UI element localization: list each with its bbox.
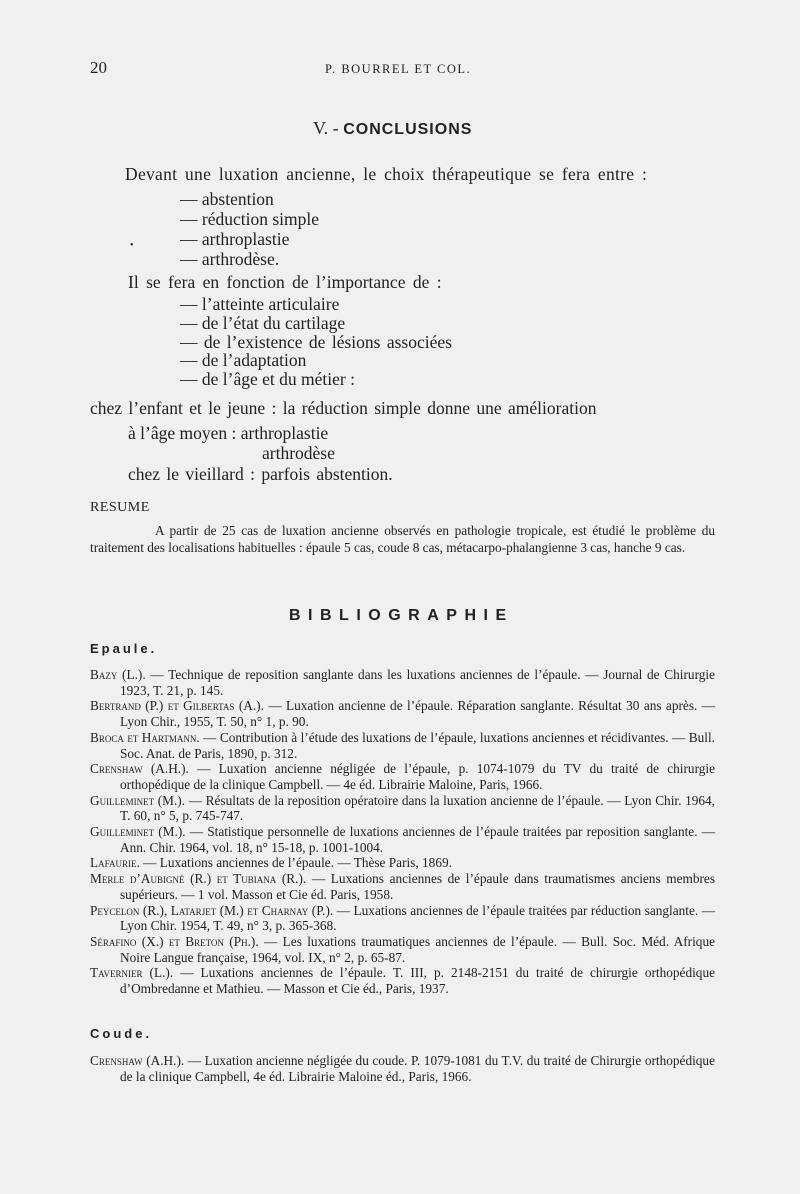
age-line: chez l’enfant et le jeune : la réduction simple donne une amélioration [90, 398, 597, 418]
criteria-item: — l’atteinte articulaire [180, 294, 340, 314]
section-number: V. - [313, 118, 339, 138]
reference-item [90, 871, 715, 902]
criteria-item: — de l’adaptation [180, 350, 307, 370]
criteria-item: — de l’existence de lésions associées [180, 332, 452, 352]
reference-text: — Luxations anciennes de l’épaule. T. III, p. 2148-2151 du traité de chirurgie orthopédique d’Ombredanne et Mathieu. — Masson et Cie éd., Paris, 1937. [120, 965, 715, 997]
reference-item [90, 903, 715, 934]
references-coude [90, 1053, 715, 1084]
reference-authors: Guilleminet (M.). [90, 824, 186, 840]
choice-item: — arthroplastie [180, 229, 290, 249]
choice-item: — arthrodèse. [180, 249, 280, 269]
criteria-item: — de l’état du cartilage [180, 313, 346, 333]
reference-authors: Merle d’Aubigné (R.) et Tubiana (R.). [90, 871, 307, 887]
reference-item [90, 793, 715, 824]
reference-text: — Luxations anciennes de l’épaule. — Thèse Paris, 1869. [143, 855, 452, 871]
reference-authors: Crenshaw (A.H.). [90, 1053, 185, 1068]
reference-item [90, 761, 715, 792]
subsection-coude: Coude. [90, 1026, 153, 1041]
reference-item [90, 1053, 715, 1084]
reference-authors: Bazy (L.). [90, 667, 146, 682]
reference-item [90, 965, 715, 996]
choice-item: — réduction simple [180, 209, 320, 229]
age-line: chez le vieillard : parfois abstention. [128, 464, 393, 484]
reference-item [90, 698, 715, 729]
conclusions-intro: Devant une luxation ancienne, le choix thérapeutique se fera entre : [125, 164, 648, 184]
reference-item [90, 730, 715, 761]
reference-text: — Technique de reposition sanglante dans les luxations anciennes de l’épaule. — Journal de Chirurgie 1923, T. 21, p. 145. [120, 667, 715, 698]
section-title [313, 118, 472, 139]
reference-authors: Crenshaw (A.H.). [90, 761, 189, 777]
running-head: P. BOURREL ET COL. [325, 62, 472, 76]
reference-text: — Les luxations traumatiques anciennes de l’épaule. — Bull. Soc. Méd. Afrique Noire Langue française, 1964, vol. IX, n° 2, p. 65-87. [120, 933, 715, 965]
reference-text: — Luxation ancienne négligée de l’épaule, p. 1074-1079 du TV du traité de chirurgie orthopédique de la clinique Campbell. — 4e éd. Librairie Maloine, Paris, 1966. [120, 761, 715, 792]
bullet-mark: • [130, 240, 134, 251]
reference-authors: Tavernier (L.). [90, 965, 174, 981]
section-heading: CONCLUSIONS [343, 121, 473, 138]
reference-text: — Luxation ancienne négligée du coude. P. 1079-1081 du T.V. du traité de Chirurgie orthopédique de la clinique Campbell, 4e éd. Librairie Maloine éd., Paris, 1966. [120, 1053, 715, 1084]
reference-authors: Peycelon (R.), Latarjet (M.) et Charnay (P.). [90, 902, 334, 918]
reference-text: — Contribution à l’étude des luxations de l’épaule, luxations anciennes et récidivantes. — Bull. Soc. Anat. de Paris, 1890, p. 312. [120, 729, 716, 761]
reference-authors: Bertrand (P.) et Gilbertas (A.). [90, 698, 264, 714]
resume-label: RESUME [90, 500, 150, 515]
page-number: 20 [90, 58, 107, 77]
criteria-item: — de l’âge et du métier : [180, 369, 355, 389]
criteria-intro: Il se fera en fonction de l’importance de : [128, 272, 442, 292]
reference-text: — Luxation ancienne de l’épaule. Réparation sanglante. Résultat 30 ans après. — Lyon Chir., 1955, T. 50, n° 1, p. 90. [120, 698, 715, 730]
reference-item [90, 855, 715, 871]
age-line: à l’âge moyen : arthroplastie [128, 423, 329, 443]
reference-item [90, 667, 715, 698]
reference-authors: Lafaurie. [90, 855, 140, 871]
reference-item [90, 934, 715, 965]
reference-authors: Broca et Hartmann. [90, 729, 200, 745]
subsection-epaule: Epaule. [90, 641, 158, 656]
age-line: arthrodèse [262, 443, 335, 463]
reference-item [90, 824, 715, 855]
bibliography-title: BIBLIOGRAPHIE [289, 607, 514, 624]
reference-text: — Résultats de la reposition opératoire dans la luxation ancienne de l’épaule. — Lyon Chir. 1964, T. 60, n° 5, p. 745-747. [120, 792, 715, 824]
reference-text: — Luxations anciennes de l’épaule traitées par réduction sanglante. — Lyon Chir. 1954, T. 49, n° 3, p. 365-368. [120, 902, 716, 934]
reference-authors: Sérafino (X.) et Breton (Ph.). [90, 933, 259, 949]
choice-item: — abstention [180, 189, 274, 209]
references-epaule [90, 667, 715, 997]
reference-authors: Guilleminet (M.). [90, 792, 186, 808]
reference-text: — Statistique personnelle de luxations anciennes de l’épaule traitées par reposition sanglante. — Ann. Chir. 1964, vol. 18, n° 15-18, p. 1001-1004. [120, 824, 715, 855]
reference-text: — Luxations anciennes de l’épaule dans traumatismes anciens membres supérieurs. — 1 vol. Masson et Cie éd. Paris, 1958. [120, 871, 715, 902]
resume-paragraph: A partir de 25 cas de luxation ancienne observés en pathologie tropicale, est étudié le problème du traitement des localisations habituelles : épaule 5 cas, coude 8 cas, métacarpo-phalangienne 3 cas, hanche 9 cas. [90, 523, 715, 555]
resume-text [90, 522, 715, 556]
